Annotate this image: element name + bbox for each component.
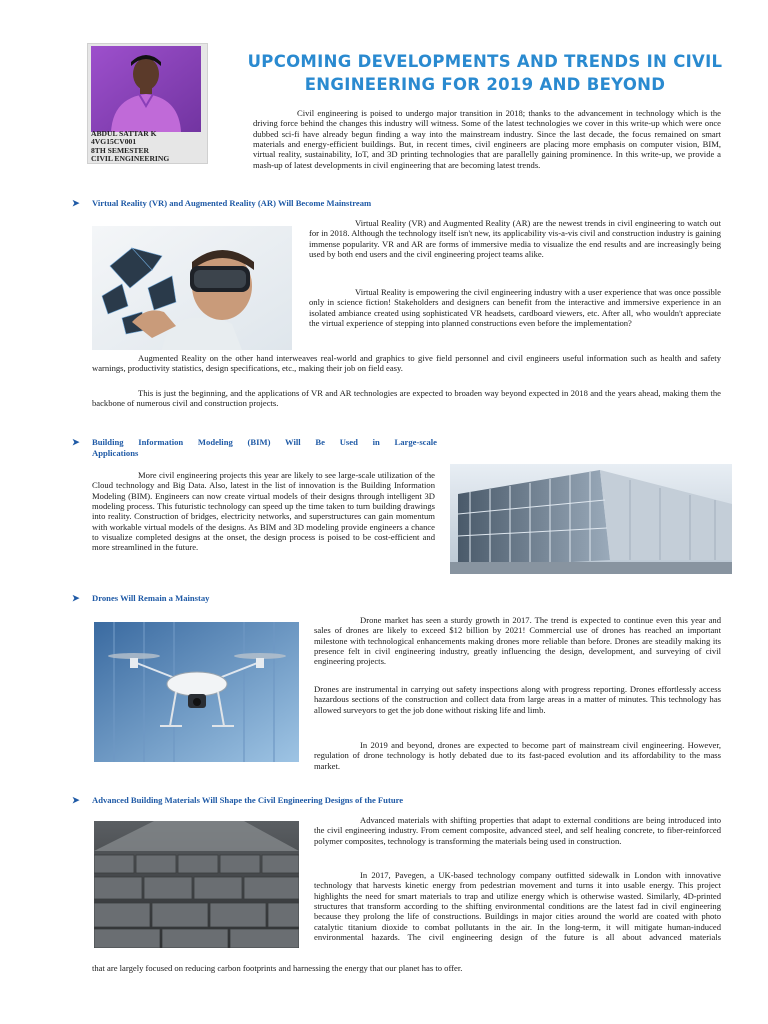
- author-id: 4VG15CV001: [91, 137, 137, 147]
- vr-paragraph-4: This is just the beginning, and the applications of VR and AR technologies are expected to broaden way beyond expected in 2018 and the years ahead, making them the backbone of numerous civil and construction projects.: [92, 388, 721, 409]
- drones-paragraph-3: In 2019 and beyond, drones are expected to become part of mainstream civil engineering. However, regulation of drone technology is hotly debated due to its fast-paced evolution and its affordability to the mass market.: [314, 740, 721, 771]
- title-line-1: UPCOMING DEVELOPMENTS AND TRENDS IN CIVIL: [247, 52, 723, 71]
- bim-heading-line-1: Building Information Modeling (BIM) Will Be Used in Large-scale: [92, 437, 437, 447]
- drones-heading-text: Drones Will Remain a Mainstay: [92, 593, 210, 603]
- intro-paragraph: Civil engineering is poised to undergo major transition in 2018; thanks to the advancement in technology which is the driving force behind the changes this industry will witness. Some of the latest technologies we cover in this write-up which were once dubbed sci-fi have already begun finding a way into the mainstream industry. Since the last decade, the focus remained on smart materials and energy-efficient buildings. But, in recent times, civil engineers are placing more emphasis on computer vision, BIM, virtual reality, sustainability, IoT, and 3D printing technologies that are parallelly gaining prominence. In this write-up, we provide a mash-up of latest developments in civil engineering that are becoming latest trends.: [253, 108, 721, 170]
- page-title: [220, 50, 750, 96]
- drones-heading: [72, 593, 492, 604]
- bim-paragraph-1: More civil engineering projects this year are likely to see large-scale utilization of the Cloud technology and Big Data. Also, latest in the list of innovation is the Building Information Modeling (BIM). Engineers can now create virtual models of their designs through intelligent 3D modeling process. This futuristic technology can speed up the time taken to turn building drawings into reality. Construction of bridges, electricity networks, and superstructures can gain momentum with workable virtual models of the designs. As BIM and 3D modeling provide engineers a chance to visualize completed designs at the onset, the design process is poised to be cost-efficient and more streamlined in the future.: [92, 470, 435, 553]
- building-materials-image: [94, 821, 299, 948]
- bim-heading-line-2: Applications: [92, 447, 139, 458]
- materials-heading-text: Advanced Building Materials Will Shape the Civil Engineering Designs of the Future: [92, 795, 404, 805]
- vr-paragraph-3: Augmented Reality on the other hand interweaves real-world and graphics to give field personnel and civil engineers useful information such as health and safety warnings, productivity statistics, design specifications, etc., making their job on field easy.: [92, 353, 721, 374]
- arrow-bullet-icon: ➤: [72, 593, 80, 603]
- arrow-bullet-icon: ➤: [72, 437, 80, 447]
- title-line-2: ENGINEERING FOR 2019 AND BEYOND: [304, 75, 666, 94]
- arrow-bullet-icon: ➤: [72, 795, 80, 805]
- materials-paragraph-2a: In 2017, Pavegen, a UK-based technology company outfitted sidewalk in London with innovative technology that harvests kinetic energy from pedestrian movement and turns it into usable energy. This project highlights the need for smart materials to trap and utilize energy which is otherwise wasted. Similarly, 4D-printed structures that transform according to the shifting environmental conditions are the latest fad in civil engineering because they prolong the life of constructions. Buildings in major cities around the world are coated with photo catalytic titanium dioxide to combat pollutants in the air. In the long-term, it will mitigate human-induced environmental hazards. The civil engineering design of the future is all about advanced materials: [314, 870, 721, 943]
- vr-headset-image: [92, 226, 292, 350]
- author-card: [87, 43, 208, 164]
- vr-heading-text: Virtual Reality (VR) and Augmented Reality (AR) Will Become Mainstream: [92, 198, 372, 208]
- bim-heading: [72, 437, 437, 458]
- drones-paragraph-2: Drones are instrumental in carrying out safety inspections along with progress reporting. Drones effortlessly access hazardous sections of the construction and collect data from large areas in a matter of minutes. This technology has allowed surveyors to get the job done without risking life and limb.: [314, 684, 721, 715]
- author-dept: CIVIL ENGINEERING: [91, 154, 170, 164]
- drone-image: [94, 622, 299, 762]
- materials-paragraph-1: Advanced materials with shifting properties that adapt to external conditions are being introduced into the civil engineering industry. From cement composite, advanced steel, and self healing concrete, to fiber-reinforced polymer composites, technology is transforming the materials being used in construction.: [314, 815, 721, 846]
- drones-paragraph-1: Drone market has seen a sturdy growth in 2017. The trend is expected to continue even this year and sales of drones are likely to exceed $12 billion by 2021! Commercial use of drones has reached an important milestone with technological enhancements making drones more reliable than before. Drones are steadily making its presence felt in civil engineering industry, greatly influencing the design, development, and surveying of civil engineering projects.: [314, 615, 721, 667]
- vr-paragraph-1: Virtual Reality (VR) and Augmented Reality (AR) are the newest trends in civil engineering to watch out for in 2018. Although the technology itself isn't new, its applicability vis-a-vis civil and construction industry is gaining immense popularity. VR and AR are forms of immersive media to visualize the end results and are increasingly being used by both end users and the civil engineering project teams alike.: [309, 218, 721, 260]
- materials-paragraph-2b: that are largely focused on reducing carbon footprints and harnessing the energy that our planet has to offer.: [92, 963, 463, 973]
- vr-heading: [72, 198, 692, 209]
- author-semester: 8TH SEMESTER: [91, 145, 150, 155]
- arrow-bullet-icon: ➤: [72, 198, 80, 208]
- author-name: ABDUL SATTAR K: [91, 129, 157, 138]
- materials-heading: [72, 795, 692, 806]
- author-photo: [91, 46, 201, 132]
- bim-building-image: [450, 464, 732, 574]
- vr-paragraph-2: Virtual Reality is empowering the civil engineering industry with a user experience that was once possible only in science fiction! Stakeholders and designers can benefit from the interactive and immersive experience in an isolated ambiance created using sophisticated VR headsets, cardboard viewers, etc. After all, who wouldn't appreciate the virtual experience of stepping into planned constructions even before the implementation?: [309, 287, 721, 329]
